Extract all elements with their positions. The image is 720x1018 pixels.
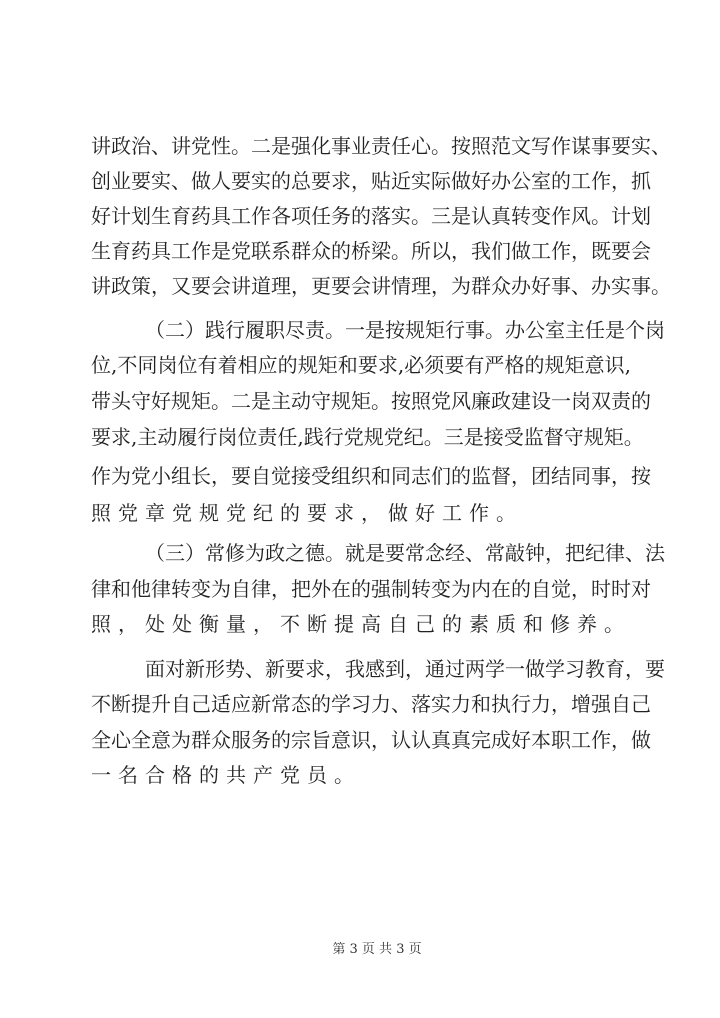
paragraph-1-line: 好计划生育药具工作各项任务的落实。三是认真转变作风。计划 <box>91 204 651 228</box>
paragraph-4-line: 面对新形势、新要求，我感到，通过两学一做学习教育，要 <box>145 657 665 681</box>
paragraph-1-line: 生育药具工作是党联系群众的桥梁。所以，我们做工作，既要会 <box>91 239 651 263</box>
paragraph-3-line: （三）常修为政之德。就是要常念经、常敲钟，把纪律、法 <box>145 541 665 565</box>
page-footer: 第 3 页 共 3 页 <box>332 942 422 957</box>
paragraph-1-line: 讲政治、讲党性。二是强化事业责任心。按照范文写作谋事要实、 <box>91 134 671 158</box>
paragraph-1-line: 创业要实、做人要实的总要求，贴近实际做好办公室的工作，抓 <box>91 169 651 193</box>
paragraph-1-line: 讲政策，又要会讲道理，更要会讲情理，为群众办好事、办实事。 <box>91 274 671 298</box>
paragraph-2-line: （二）践行履职尽责。一是按规矩行事。办公室主任是个岗 <box>145 318 665 342</box>
paragraph-2-line: 位,不同岗位有着相应的规矩和要求,必须要有严格的规矩意识, <box>91 353 631 377</box>
paragraph-4-line: 不断提升自己适应新常态的学习力、落实力和执行力，增强自己 <box>91 692 651 716</box>
paragraph-2-line: 带头守好规矩。二是主动守规矩。按照党风廉政建设一岗双责的 <box>91 389 651 413</box>
paragraph-3-line: 律和他律转变为自律，把外在的强制转变为内在的自觉，时时对 <box>91 577 651 601</box>
paragraph-4-line: 一名合格的共产党员。 <box>91 763 361 787</box>
paragraph-2-line: 照党章党规党纪的要求，做好工作。 <box>91 501 523 525</box>
paragraph-4-line: 全心全意为群众服务的宗旨意识，认认真真完成好本职工作，做 <box>91 728 651 752</box>
paragraph-2-line: 作为党小组长，要自觉接受组织和同志们的监督，团结同事，按 <box>91 464 651 488</box>
paragraph-2-line: 要求,主动履行岗位责任,践行党规党纪。三是接受监督守规矩。 <box>91 425 644 449</box>
paragraph-3-line: 照，处处衡量，不断提高自己的素质和修养。 <box>91 612 631 636</box>
